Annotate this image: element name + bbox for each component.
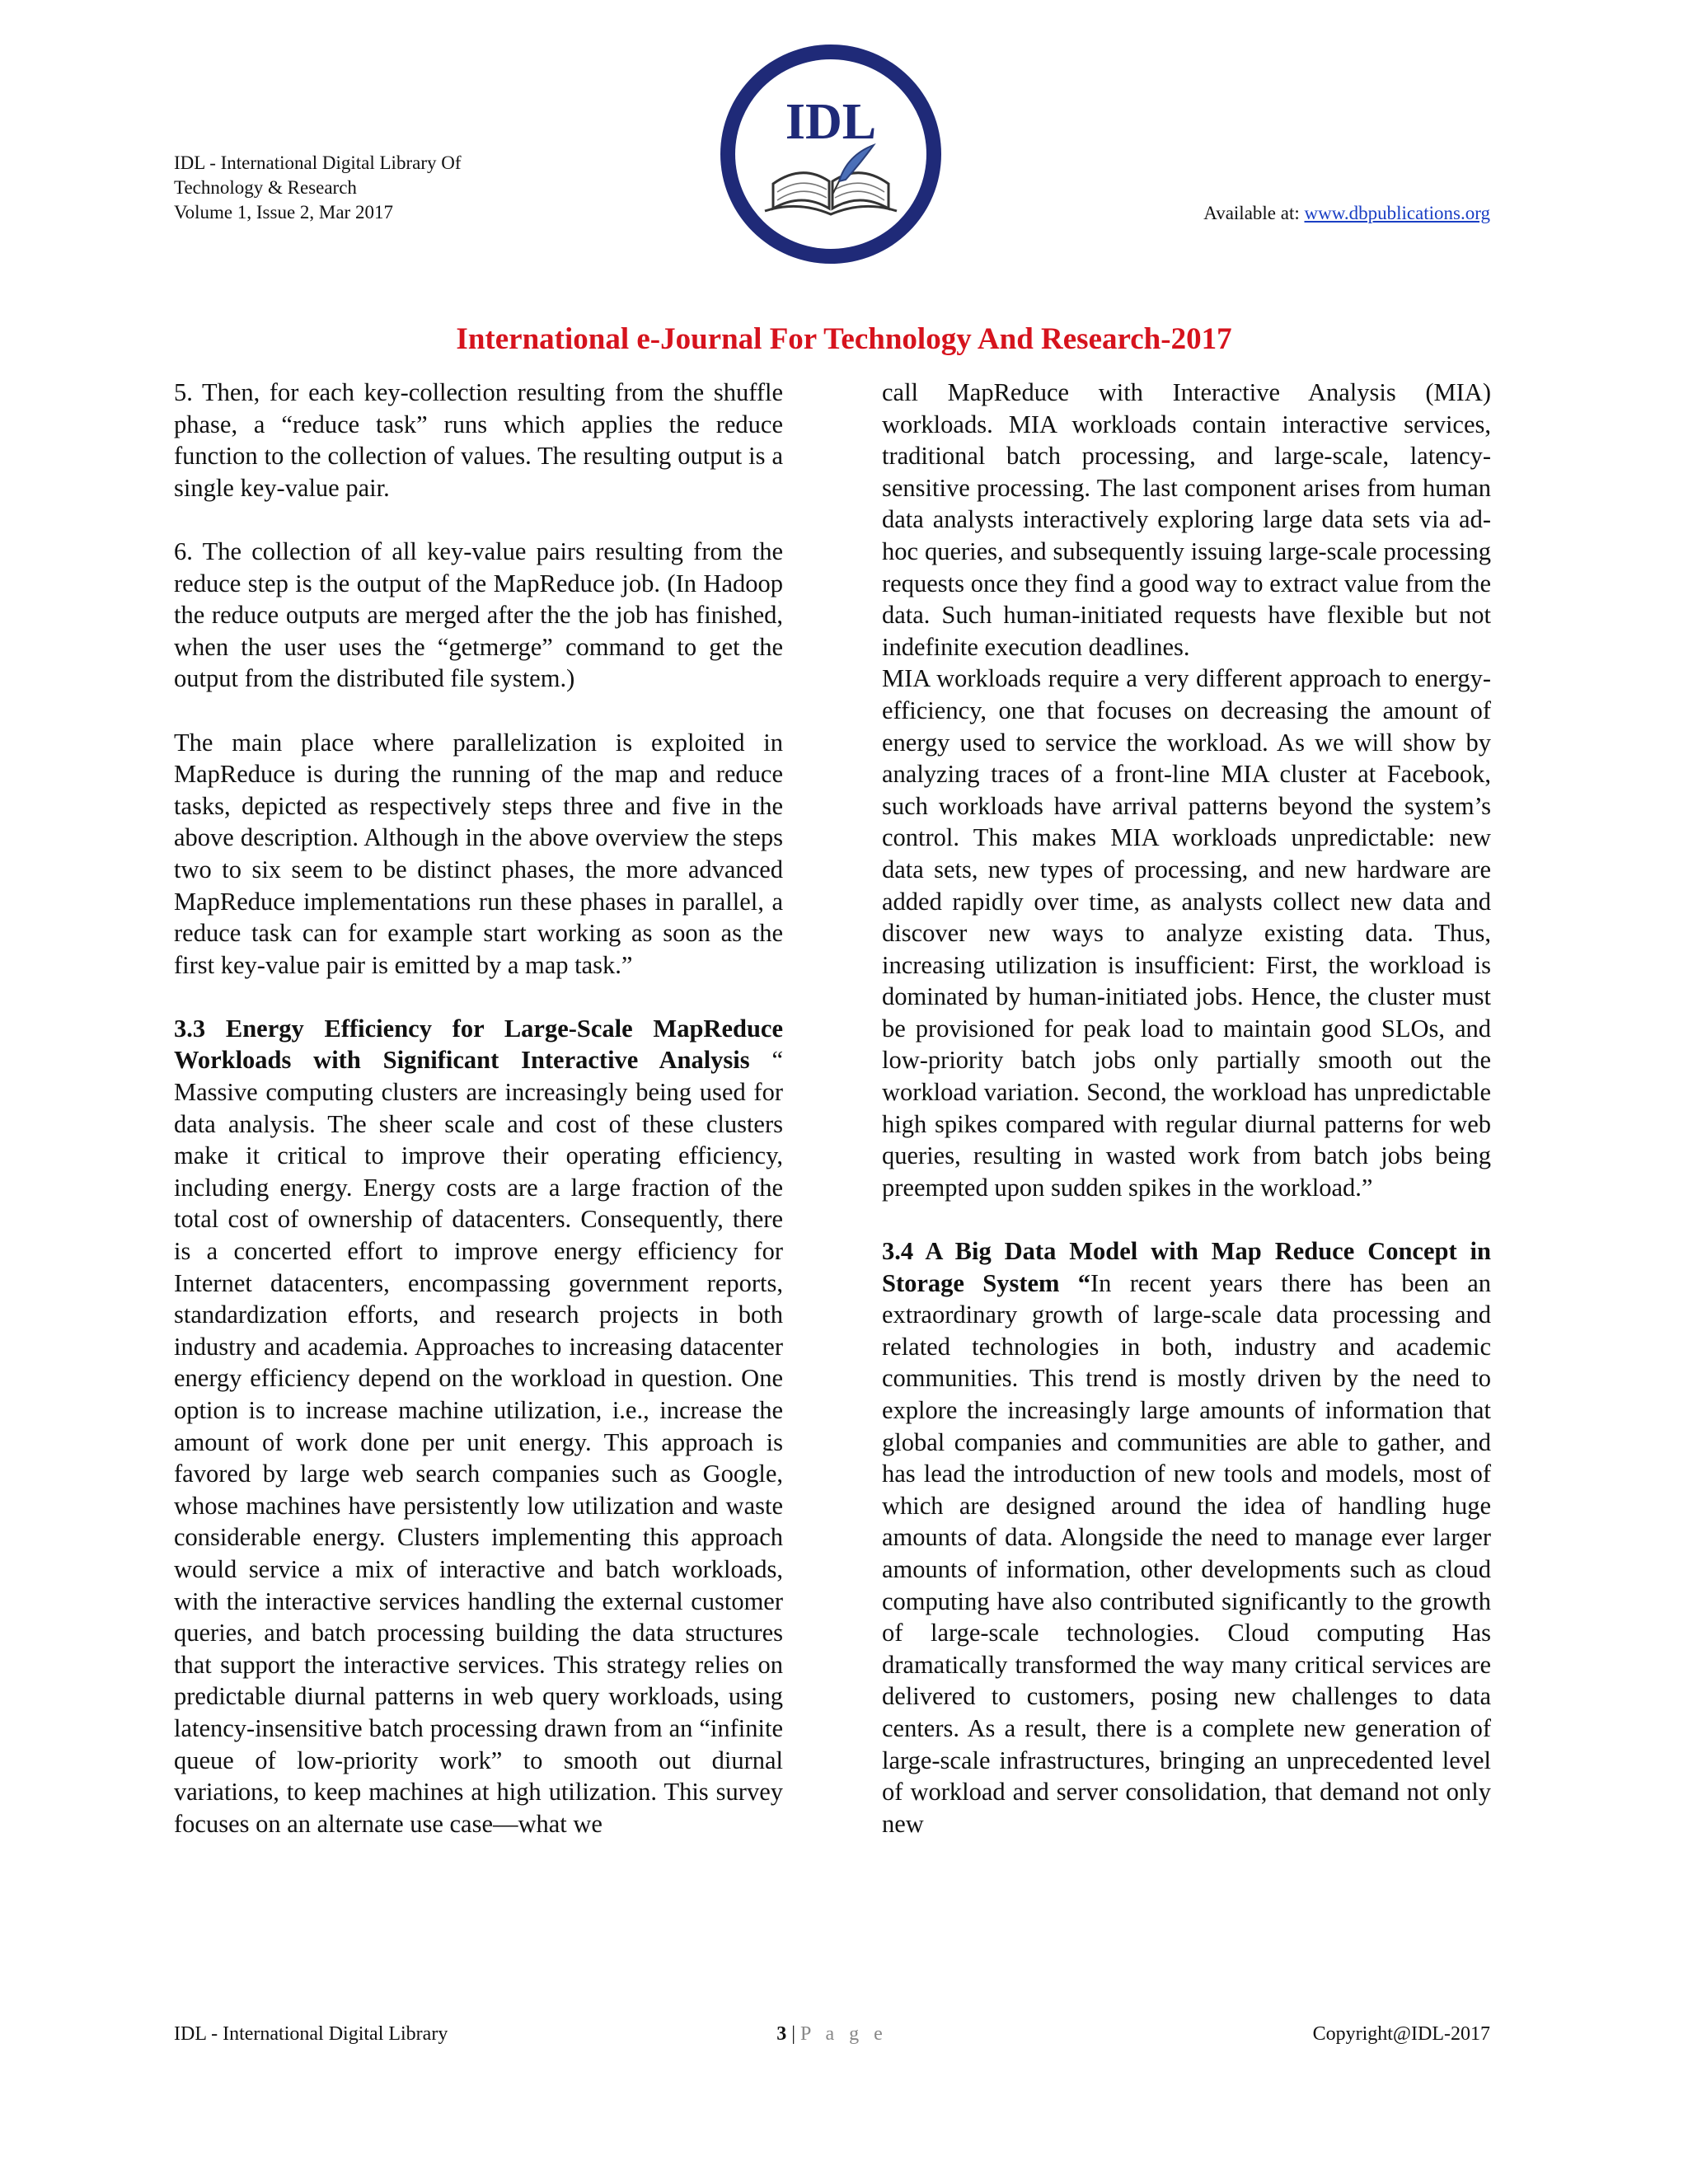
paragraph-step-6: 6. The collection of all key-value pairs resulting from the reduce step is the output of the MapReduce job. (In Hadoop the reduce outputs are merged after the the job has finished, when the user uses the “getmerge” command to get the output from the distributed file system.) bbox=[174, 537, 783, 693]
paragraph-step-5: 5. Then, for each key-collection resulting from the shuffle phase, a “reduce task” runs which applies the reduce function to the collection of values. The resulting output is a single key-value pair. bbox=[174, 378, 783, 502]
right-column bbox=[882, 377, 1491, 1840]
page-separator: | bbox=[786, 2023, 801, 2045]
page-label: P a g e bbox=[800, 2023, 888, 2045]
section-3-3-heading: 3.3 Energy Efficiency for Large-Scale MapReduce Workloads with Significant Interactive Analysis bbox=[174, 1014, 783, 1075]
availability bbox=[1203, 201, 1490, 226]
header-line-1: IDL - International Digital Library Of bbox=[174, 152, 462, 173]
section-3-4-body: In recent years there has been an extraordinary growth of large-scale data processing and related technologies in both, industry and academic communities. This trend is mostly driven by the need to explore the increasingly large amounts of information that global companies and communities are able to gather, and has lead the introduction of new tools and models, most of which are designed around the idea of handling huge amounts of data. Alongside the need to manage ever larger amounts of information, other developments such as cloud computing have also contributed significantly to the growth of large-scale technologies. Cloud computing Has dramatically transformed the way many critical services are delivered to customers, posing new challenges to data centers. As a result, there is a complete new generation of large-scale infrastructures, bringing an unprecedented level of workload and server consolidation, that demand not only new bbox=[882, 1268, 1491, 1838]
website-link[interactable]: www.dbpublications.org bbox=[1304, 203, 1490, 223]
left-column bbox=[174, 377, 783, 1840]
logo-text: IDL bbox=[785, 94, 877, 150]
paragraph-mia-energy: MIA workloads require a very different approach to energy-efficiency, one that focuses on decreasing the amount of energy used to service the workload. As we will show by analyzing traces of a front-line MIA cluster at Facebook, such workloads have arrival patterns beyond the system’s control. This makes MIA workloads unpredictable: new data sets, new types of processing, and new hardware are added rapidly over time, as analysts collect new data and discover new ways to analyze existing data. Thus, increasing utilization is insufficient: First, the workload is dominated by human-initiated jobs. Hence, the cluster must be provisioned for peak load to maintain good SLOs, and low-priority batch jobs only partially smooth out the workload variation. Second, the workload has unpredictable high spikes compared with regular diurnal patterns for web queries, resulting in wasted work from batch jobs being preempted upon sudden spikes in the workload.” bbox=[882, 664, 1491, 1202]
footer-page bbox=[174, 2022, 1490, 2046]
footer-copyright: Copyright@IDL-2017 bbox=[1312, 2023, 1490, 2045]
header-line-3: Volume 1, Issue 2, Mar 2017 bbox=[174, 202, 393, 223]
journal-title: International e-Journal For Technology And Research-2017 bbox=[456, 322, 1232, 356]
page-number: 3 bbox=[776, 2023, 787, 2045]
footer-library: IDL - International Digital Library bbox=[174, 2023, 448, 2045]
section-3-3-body: “ Massive computing clusters are increasingly being used for data analysis. The sheer scale and cost of these clusters make it critical to improve their operating efficiency, including energy. Energy costs are a large fraction of the total cost of ownership of datacenters. Consequently, there is a concerted effort to improve energy efficiency for Internet datacenters, encompassing government reports, standardization efforts, and research projects in both industry and academia. Approaches to increasing datacenter energy efficiency depend on the workload in question. One option is to increase machine utilization, i.e., increase the amount of work done per unit energy. This approach is favored by large web search companies such as Google, whose machines have persistently low utilization and waste considerable energy. Clusters implementing this approach would service a mix of interactive and batch workloads, with the interactive services handling the external customer queries, and batch processing building the data structures that support the interactive services. This strategy relies on predictable diurnal patterns in web query workloads, using latency-insensitive batch processing drawn from an “infinite queue of low-priority work” to smooth out diurnal variations, to keep machines at high utilization. This survey focuses on an alternate use case—what we bbox=[174, 1046, 783, 1838]
paragraph-mia-intro: call MapReduce with Interactive Analysis (MIA) workloads. MIA workloads contain interactive services, traditional batch processing, and large-scale, latency-sensitive processing. The last component arises from human data analysts interactively exploring large data sets via ad-hoc queries, and subsequently issuing large-scale processing requests once they find a good way to extract value from the data. Such human-initiated requests have flexible but not indefinite execution deadlines. bbox=[882, 378, 1491, 661]
section-3-4-heading: 3.4 A Big Data Model with Map Reduce Concept in Storage System “ bbox=[882, 1237, 1491, 1297]
header-line-2: Technology & Research bbox=[174, 177, 357, 198]
idl-logo bbox=[715, 40, 946, 269]
available-label: Available at: bbox=[1203, 203, 1305, 223]
header-info bbox=[174, 151, 462, 225]
paragraph-parallelization: The main place where parallelization is exploited in MapReduce is during the running of the map and reduce tasks, depicted as respectively steps three and five in the above description. Although in the above overview the steps two to six seem to be distinct phases, the more advanced MapReduce implementations run these phases in parallel, a reduce task can for example start working as soon as the first key-value pair is emitted by a map task.” bbox=[174, 728, 783, 979]
section-3-3 bbox=[174, 1013, 783, 1840]
section-3-4 bbox=[882, 1235, 1491, 1840]
